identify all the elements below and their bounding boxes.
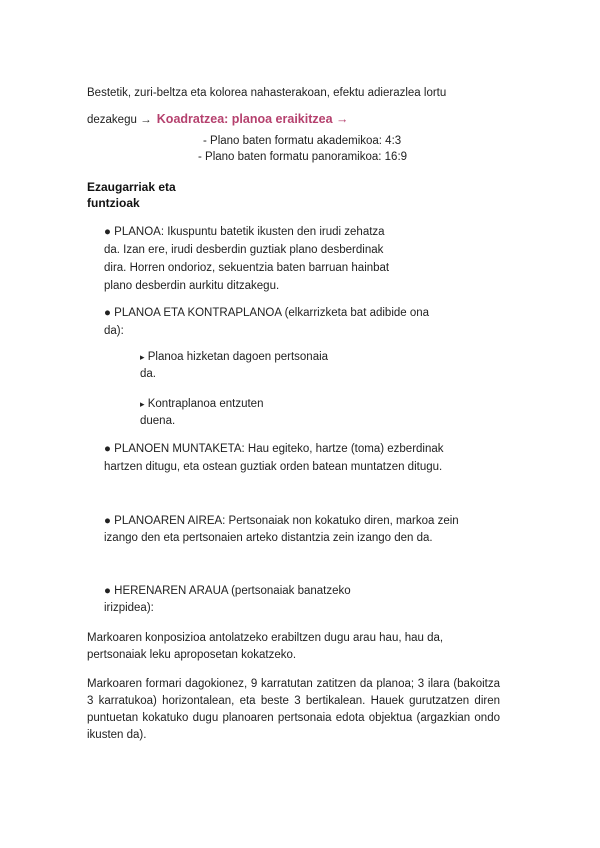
planoa-line-1: PLANOA: Ikuspuntu batetik ikusten den irudi zehatza — [114, 226, 385, 238]
format-academic: - Plano baten formatu akademikoa: 4:3 — [203, 135, 402, 147]
koadratzea-heading: Koadratzea: planoa eraikitzea → — [156, 112, 349, 126]
airea-line-1: PLANOAREN AIREA: Pertsonaiak non kokatuko diren, markoa zein — [114, 515, 459, 527]
paragraph-2: Markoaren formari dagokionez, 9 karratutan zatitzen da planoa; 3 ilara (bakoitza 3 karratukoa) horizontalean, eta beste 3 bertikalean. Hauek gurutzatzen diren puntuetan kokatuko dugu planoaren pertsonaia edota objektua (argazkian ondo ikusten da). — [87, 678, 500, 741]
triangle-bullet-icon: ▸ — [140, 399, 145, 409]
intro-line-1: Bestetik, zuri-beltza eta kolorea nahasterakoan, efektu adierazlea lortu — [87, 87, 447, 99]
sub-item-kontraplanoa-line-2: duena. — [140, 415, 176, 427]
section-title-line-1: Ezaugarriak eta — [87, 180, 176, 194]
herenaren-line-2: irizpidea): — [104, 602, 154, 614]
intro-line-2-prefix: dezakegu — [87, 114, 137, 126]
format-panoramic: - Plano baten formatu panoramikoa: 16:9 — [198, 151, 408, 163]
intro-line-2 — [87, 112, 349, 127]
kontraplanoa-line-1: PLANOA ETA KONTRAPLANOA (elkarrizketa bat adibide ona — [114, 307, 430, 319]
planoa-line-3: dira. Horren ondorioz, sekuentzia baten barruan hainbat — [104, 262, 390, 274]
paragraph-1-line-1: Markoaren konposizioa antolatzeko erabiltzen dugu arau hau, hau da, — [87, 632, 444, 644]
bullet-icon: ● — [104, 226, 111, 238]
sub-item-planoa-line-1: Planoa hizketan dagoen pertsonaia — [147, 351, 329, 363]
sub-item-planoa-line-2: da. — [140, 368, 156, 380]
arrow-icon: → — [140, 114, 152, 126]
airea-line-2: izango den eta pertsonaien arteko distantzia zein izango den da. — [104, 532, 433, 544]
bullet-icon: ● — [104, 443, 111, 455]
planoa-item — [104, 225, 385, 239]
herenaren-item — [104, 584, 351, 598]
bullet-icon: ● — [104, 307, 111, 319]
paragraph-1-line-2: pertsonaiak leku aproposetan kokatzeko. — [87, 649, 297, 661]
sub-item-kontraplanoa — [140, 397, 263, 411]
bullet-icon: ● — [104, 515, 111, 527]
sub-item-planoa — [140, 350, 328, 364]
muntaketa-line-2: hartzen ditugu, eta ostean guztiak orden batean muntatzen ditugu. — [104, 461, 443, 473]
planoa-line-2: da. Izan ere, irudi desberdin guztiak plano desberdinak — [104, 244, 384, 256]
muntaketa-line-1: PLANOEN MUNTAKETA: Hau egiteko, hartze (toma) ezberdinak — [114, 443, 444, 455]
herenaren-line-1: HERENAREN ARAUA (pertsonaiak banatzeko — [114, 585, 351, 597]
planoa-line-4: plano desberdin aurkitu ditzakegu. — [104, 280, 280, 292]
airea-item — [104, 514, 459, 528]
sub-item-kontraplanoa-line-1: Kontraplanoa entzuten — [147, 398, 264, 410]
bullet-icon: ● — [104, 585, 111, 597]
muntaketa-item — [104, 442, 444, 456]
kontraplanoa-line-2: da): — [104, 325, 124, 337]
kontraplanoa-item — [104, 306, 429, 320]
triangle-bullet-icon: ▸ — [140, 352, 145, 362]
section-title-line-2: funtzioak — [87, 196, 140, 210]
